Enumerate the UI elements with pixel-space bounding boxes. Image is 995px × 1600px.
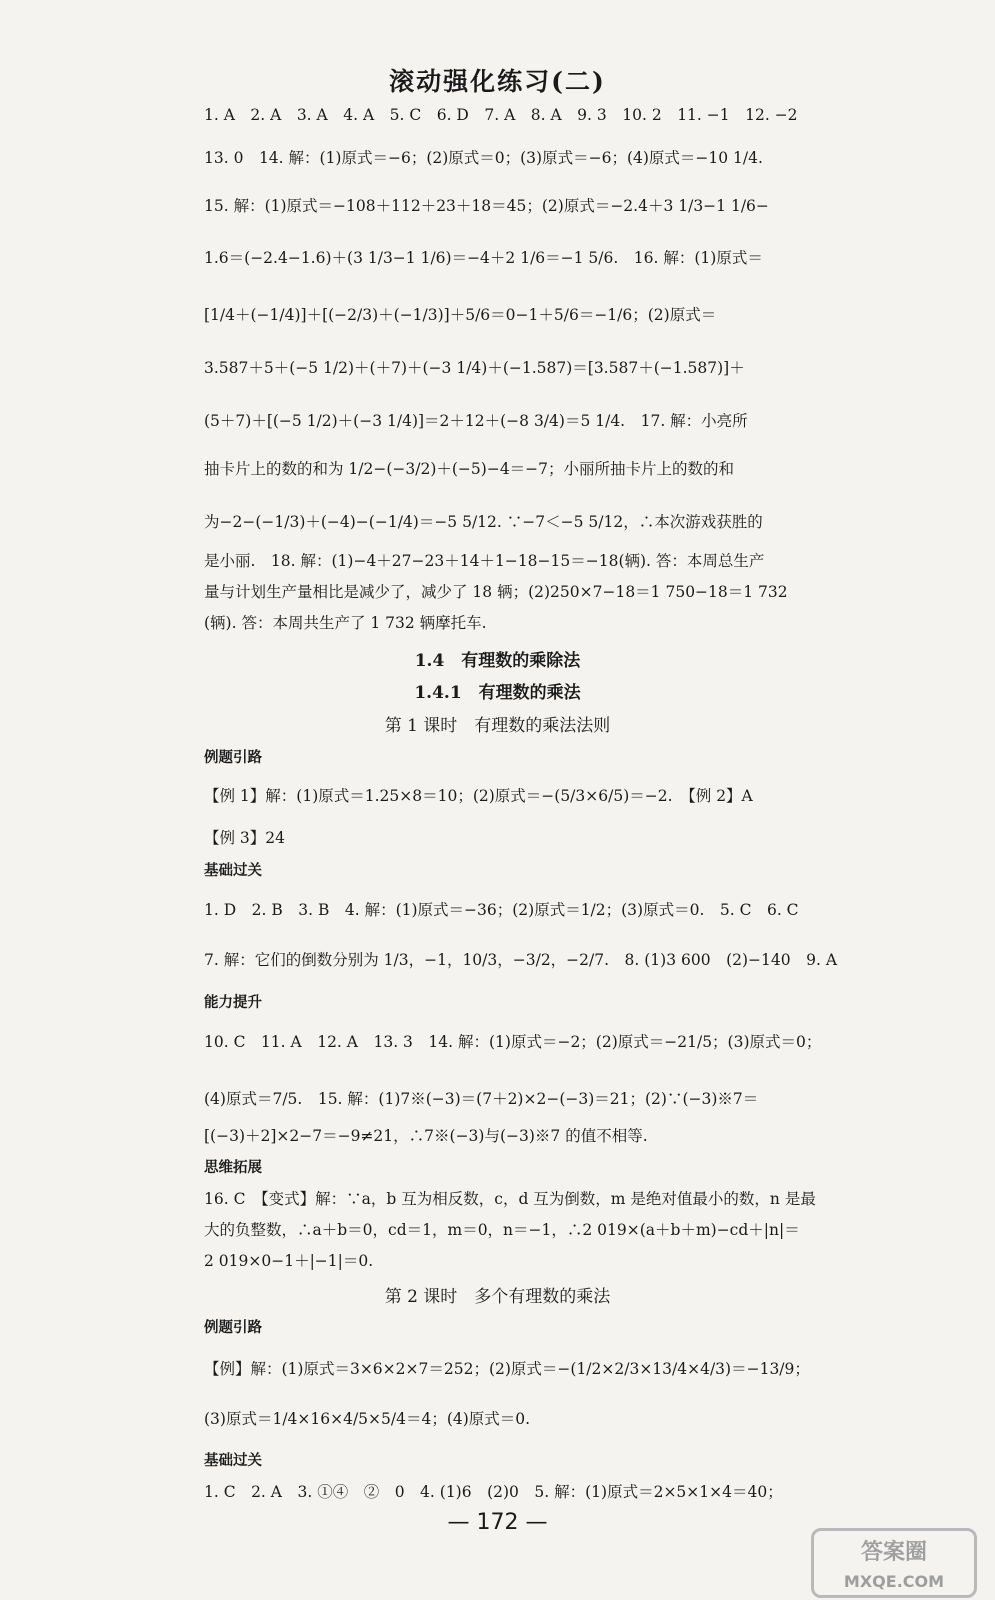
answer-line: 是小丽. 18. 解：(1)−4＋27−23＋14＋1−18−15＝−18(辆). 答：本周总生产 bbox=[204, 552, 765, 570]
answer-line: [1/4＋(−1/4)]＋[(−2/3)＋(−1/3)]＋5/6＝0−1＋5/6＝−1/6；(2)原式＝ bbox=[204, 306, 717, 324]
label-examples: 例题引路 bbox=[204, 750, 262, 766]
page-title: 滚动强化练习(二) bbox=[389, 67, 606, 96]
section-heading: 1.4 有理数的乘除法 bbox=[414, 651, 581, 671]
lesson-heading: 第 2 课时 多个有理数的乘法 bbox=[384, 1287, 611, 1307]
label-ability: 能力提升 bbox=[204, 995, 262, 1011]
answer-line: 7. 解：它们的倒数分别为 1/3，−1，10/3，−3/2，−2/7. 8. (1)3 600 (2)−140 9. A bbox=[204, 951, 838, 969]
label-basic: 基础过关 bbox=[204, 863, 262, 879]
page-number: — 172 — bbox=[447, 1510, 548, 1535]
answer-line: 【例 3】24 bbox=[204, 829, 286, 847]
answer-line: 1.6＝(−2.4−1.6)＋(3 1/3−1 1/6)＝−4＋2 1/6＝−1 5/6. 16. 解：(1)原式＝ bbox=[204, 249, 763, 267]
answer-line: 量与计划生产量相比是减少了，减少了 18 辆；(2)250×7−18＝1 750−18＝1 732 bbox=[204, 583, 788, 601]
answer-line: (4)原式＝7/5. 15. 解：(1)7※(−3)＝(7＋2)×2−(−3)＝21；(2)∵(−3)※7＝ bbox=[204, 1090, 759, 1108]
answer-line: 为−2−(−1/3)＋(−4)−(−1/4)＝−5 5/12. ∵−7＜−5 5/12，∴本次游戏获胜的 bbox=[204, 513, 763, 531]
answer-line: 16. C 【变式】解：∵a，b 互为相反数，c，d 互为倒数，m 是绝对值最小的数，n 是最 bbox=[204, 1190, 816, 1208]
watermark-url: MXQE.COM bbox=[843, 1572, 945, 1591]
answer-line: (辆). 答：本周共生产了 1 732 辆摩托车. bbox=[204, 614, 487, 632]
label-basic: 基础过关 bbox=[204, 1453, 262, 1469]
answer-line: 1. C 2. A 3. ①④ ② 0 4. (1)6 (2)0 5. 解：(1)原式＝2×5×1×4＝40； bbox=[204, 1483, 783, 1501]
answer-line: 【例 1】解：(1)原式＝1.25×8＝10；(2)原式＝−(5/3×6/5)＝−2. 【例 2】A bbox=[204, 787, 753, 805]
answer-line: 13. 0 14. 解：(1)原式＝−6；(2)原式＝0；(3)原式＝−6；(4)原式＝−10 1/4. bbox=[204, 149, 763, 167]
answer-line: 大的负整数，∴a＋b＝0，cd＝1，m＝0，n＝−1，∴2 019×(a＋b＋m)−cd＋|n|＝ bbox=[204, 1221, 800, 1239]
watermark-text: 答案圈 bbox=[860, 1540, 927, 1565]
answer-line: 抽卡片上的数的和为 1/2−(−3/2)＋(−5)−4＝−7；小丽所抽卡片上的数的和 bbox=[204, 460, 735, 478]
answer-line: [(−3)＋2]×2−7＝−9≠21，∴7※(−3)与(−3)※7 的值不相等. bbox=[204, 1127, 648, 1145]
answer-line: 15. 解：(1)原式＝−108＋112＋23＋18＝45；(2)原式＝−2.4＋3 1/3−1 1/6− bbox=[204, 197, 769, 215]
label-thinking: 思维拓展 bbox=[204, 1160, 262, 1176]
watermark-logo bbox=[811, 1528, 977, 1598]
label-examples: 例题引路 bbox=[204, 1320, 262, 1336]
answer-line: 1. A 2. A 3. A 4. A 5. C 6. D 7. A 8. A 9. 3 10. 2 11. −1 12. −2 bbox=[204, 106, 798, 124]
answer-line: (5＋7)＋[(−5 1/2)＋(−3 1/4)]＝2＋12＋(−8 3/4)＝5 1/4. 17. 解：小亮所 bbox=[204, 412, 748, 430]
answer-line: 10. C 11. A 12. A 13. 3 14. 解：(1)原式＝−2；(2)原式＝−21/5；(3)原式＝0； bbox=[204, 1033, 822, 1051]
lesson-heading: 第 1 课时 有理数的乘法法则 bbox=[384, 716, 611, 736]
answer-line: 2 019×0−1＋|−1|＝0. bbox=[204, 1252, 374, 1270]
answer-line: 1. D 2. B 3. B 4. 解：(1)原式＝−36；(2)原式＝1/2；(3)原式＝0. 5. C 6. C bbox=[204, 901, 799, 919]
answer-line: 【例】解：(1)原式＝3×6×2×7＝252；(2)原式＝−(1/2×2/3×13/4×4/3)＝−13/9； bbox=[204, 1360, 810, 1378]
answer-line: 3.587＋5＋(−5 1/2)＋(＋7)＋(−3 1/4)＋(−1.587)＝[3.587＋(−1.587)]＋ bbox=[204, 359, 745, 377]
answer-line: (3)原式＝1/4×16×4/5×5/4＝4；(4)原式＝0. bbox=[204, 1410, 531, 1428]
subsection-heading: 1.4.1 有理数的乘法 bbox=[414, 683, 581, 703]
